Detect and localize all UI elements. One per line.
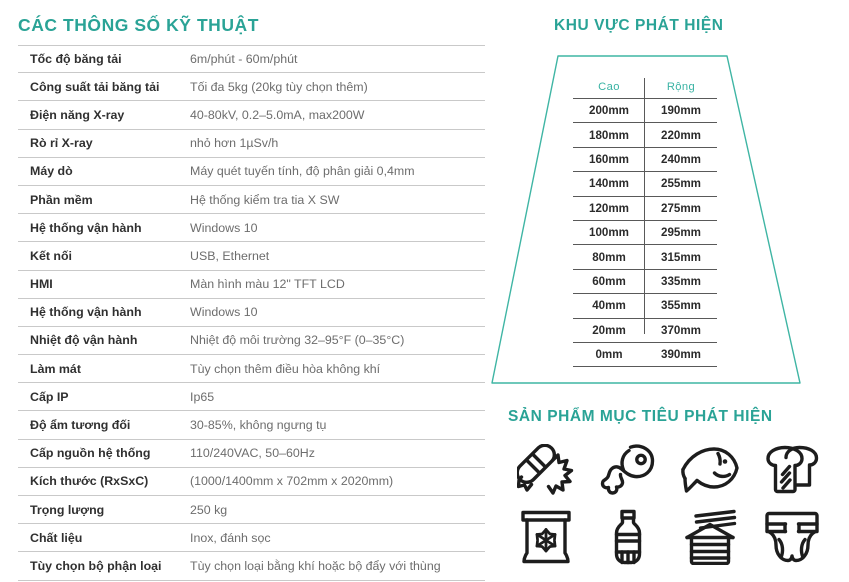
spec-row: [18, 242, 485, 270]
detection-cell-height: 140mm: [589, 177, 629, 191]
detection-cell-height: 80mm: [592, 250, 626, 264]
detection-cell-height: 60mm: [592, 274, 626, 288]
bread-icon: [751, 437, 833, 503]
spec-row-value: (1000/1400mm x 702mm x 2020mm): [190, 474, 394, 489]
spec-row-label: Hệ thống vận hành: [30, 220, 142, 235]
spec-row-label: Tốc độ băng tải: [30, 52, 122, 67]
detection-cell-width: 390mm: [661, 348, 701, 362]
spec-row-label: Chất liệu: [30, 530, 83, 545]
spec-row-label: Rò rỉ X-ray: [30, 136, 93, 151]
spec-row: [18, 299, 485, 327]
detection-table-row: [573, 196, 717, 220]
detection-cell-width: 315mm: [661, 250, 701, 264]
detection-table-row: [573, 98, 717, 122]
spec-row-value: 40-80kV, 0.2–5.0mA, max200W: [190, 107, 365, 122]
detection-table-row: [573, 269, 717, 293]
spec-row-value: Tùy chọn loại bằng khí hoặc bộ đẩy với thùng: [190, 558, 441, 573]
spec-row-label: HMI: [30, 277, 53, 292]
spec-row: [18, 496, 485, 524]
spec-row-value: Hệ thống kiểm tra tia X SW: [190, 192, 340, 207]
target-products-icon-grid: [505, 437, 835, 571]
detection-table-row: [573, 318, 717, 342]
specs-title: CÁC THÔNG SỐ KỸ THUẬT: [18, 15, 259, 35]
spec-row-value: Inox, đánh sọc: [190, 530, 271, 545]
spec-row-value: 110/240VAC, 50–60Hz: [190, 446, 315, 461]
spec-row-value: 30-85%, không ngưng tụ: [190, 418, 327, 433]
spec-row-value: nhỏ hơn 1µSv/h: [190, 136, 279, 151]
detection-table-row: [573, 244, 717, 268]
detection-cell-height: 200mm: [589, 104, 629, 118]
detection-table-row: [573, 171, 717, 195]
spec-row-label: Độ ẩm tương đối: [30, 418, 131, 433]
spec-row-label: Công suất tải băng tải: [30, 79, 160, 94]
noodle-cup-icon: [669, 503, 751, 571]
spec-row-value: Windows 10: [190, 305, 258, 320]
spec-row: [18, 271, 485, 299]
spec-row: [18, 411, 485, 439]
target-products-title: SẢN PHẨM MỤC TIÊU PHÁT HIỆN: [508, 408, 773, 425]
detection-cell-width: 190mm: [661, 104, 701, 118]
detection-cell-height: 120mm: [589, 201, 629, 215]
diaper-icon: [751, 503, 833, 571]
spec-row: [18, 186, 485, 214]
detection-table-row: [573, 342, 717, 367]
chicken-leg-icon: [587, 437, 669, 503]
spec-row: [18, 45, 485, 73]
detection-cell-width: 295mm: [661, 226, 701, 240]
detection-table-row: [573, 147, 717, 171]
spec-row-label: Hệ thống vận hành: [30, 305, 142, 320]
detection-table-header: [573, 76, 717, 98]
detection-cell-height: 0mm: [595, 348, 623, 362]
spec-row: [18, 130, 485, 158]
spec-row-label: Kết nối: [30, 248, 72, 263]
detection-cell-height: 20mm: [592, 323, 626, 337]
spec-row-value: Windows 10: [190, 220, 258, 235]
fish-icon: [669, 437, 751, 503]
detection-cell-width: 370mm: [661, 323, 701, 337]
spec-row: [18, 524, 485, 552]
spec-row-label: Làm mát: [30, 361, 81, 376]
spec-row-value: Tùy chọn thêm điều hòa không khí: [190, 361, 381, 376]
detection-cell-width: 220mm: [661, 128, 701, 142]
spec-row: [18, 101, 485, 129]
detection-cell-width: 335mm: [661, 274, 701, 288]
detection-col-header-width: Rộng: [666, 81, 696, 93]
spec-row: [18, 440, 485, 468]
spec-row: [18, 327, 485, 355]
spec-row-label: Tùy chọn bộ phận loại: [30, 558, 162, 573]
detection-table-row: [573, 122, 717, 146]
spec-row: [18, 552, 485, 580]
spec-row-value: Tối đa 5kg (20kg tùy chọn thêm): [190, 79, 368, 94]
specs-table: [18, 45, 485, 581]
detection-cell-height: 180mm: [589, 128, 629, 142]
spec-row: [18, 158, 485, 186]
detection-col-header-height: Cao: [598, 81, 620, 93]
spec-row: [18, 468, 485, 496]
frozen-food-bag-icon: [505, 503, 587, 571]
spec-row-label: Cấp IP: [30, 389, 69, 404]
spec-row: [18, 73, 485, 101]
spec-row-label: Kích thước (RxSxC): [30, 474, 149, 489]
detection-cell-height: 160mm: [589, 152, 629, 166]
spec-row: [18, 214, 485, 242]
detection-table-column-divider: [644, 78, 645, 334]
spec-row: [18, 355, 485, 383]
bottle-icon: [587, 503, 669, 571]
detection-area-title: KHU VỰC PHÁT HIỆN: [554, 17, 724, 34]
spec-row-label: Trọng lượng: [30, 502, 105, 517]
spec-row-value: USB, Ethernet: [190, 248, 270, 263]
spec-row-label: Nhiệt độ vận hành: [30, 333, 138, 348]
detection-cell-width: 275mm: [661, 201, 701, 215]
spec-row-label: Điện năng X-ray: [30, 107, 125, 122]
spec-row-value: Ip65: [190, 389, 215, 404]
detection-area-table: [573, 76, 717, 367]
spec-row-value: 250 kg: [190, 502, 228, 517]
detection-table-row: [573, 293, 717, 317]
spec-row-value: Nhiệt độ môi trường 32–95°F (0–35°C): [190, 333, 405, 348]
spec-row-label: Máy dò: [30, 164, 73, 179]
spec-row-label: Cấp nguồn hệ thống: [30, 446, 151, 461]
detection-cell-width: 355mm: [661, 299, 701, 313]
detection-cell-height: 40mm: [592, 299, 626, 313]
detection-cell-width: 240mm: [661, 152, 701, 166]
spec-row-value: Máy quét tuyến tính, độ phân giải 0,4mm: [190, 164, 415, 179]
detection-cell-width: 255mm: [661, 177, 701, 191]
spec-row-value: 6m/phút - 60m/phút: [190, 52, 298, 67]
spec-row-label: Phần mềm: [30, 192, 93, 207]
spec-row-value: Màn hình màu 12" TFT LCD: [190, 277, 345, 292]
detection-cell-height: 100mm: [589, 226, 629, 240]
detection-table-row: [573, 220, 717, 244]
candy-icon: [505, 437, 587, 503]
spec-row: [18, 383, 485, 411]
